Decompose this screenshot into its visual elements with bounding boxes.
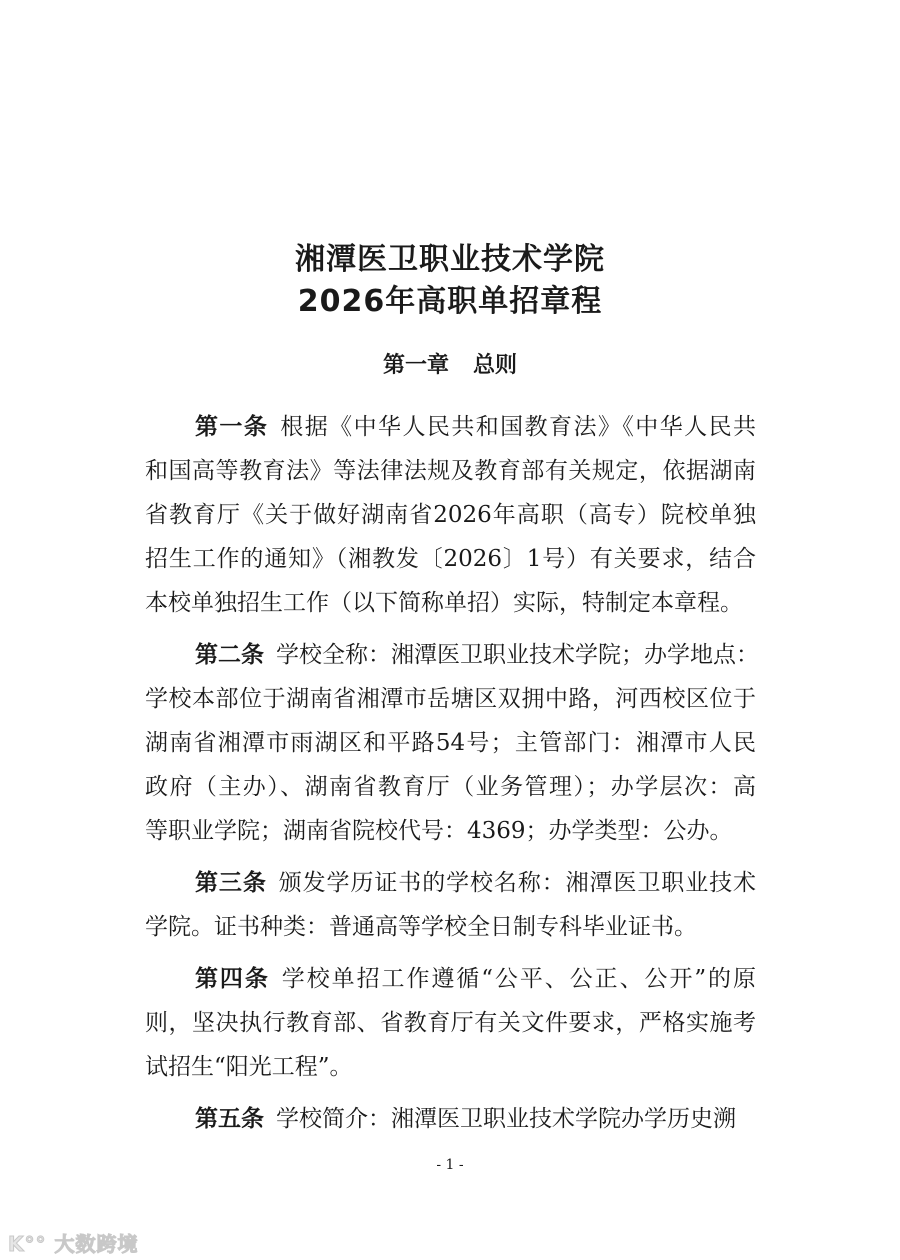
article-label: 第四条 [195, 966, 270, 992]
article-line [145, 677, 756, 721]
article-text: 和国高等教育法》等法律法规及教育部有关规定，依据湖南 [145, 458, 756, 484]
article-text: 省教育厅《关于做好湖南省2026年高职（高专）院校单独 [145, 502, 756, 528]
article-text: 学校全称：湘潭医卫职业技术学院；办学地点： [276, 642, 759, 668]
article-text: 学院。证书种类：普通高等学校全日制专科毕业证书。 [145, 914, 697, 940]
article-text: 学校简介：湘潭医卫职业技术学院办学历史溯 [276, 1106, 736, 1132]
document-title-line1: 湘潭医卫职业技术学院 [295, 242, 605, 277]
chapter-number: 第一章 [382, 353, 449, 378]
watermark-text: 大数跨境 [54, 1232, 139, 1256]
article-line [145, 537, 756, 581]
article-line [145, 957, 756, 1001]
article-text: 本校单独招生工作（以下简称单招）实际，特制定本章程。 [145, 590, 743, 616]
article-paragraph [145, 957, 756, 1089]
article-line [145, 581, 756, 625]
document-title-line2: 2026年高职单招章程 [297, 284, 603, 319]
article-paragraph [145, 861, 756, 949]
chapter-heading [0, 348, 900, 379]
article-text: 政府（主办）、湖南省教育厅（业务管理）；办学层次：高 [145, 774, 756, 800]
page-number: - 1 - [436, 1157, 464, 1173]
article-label: 第五条 [195, 1106, 264, 1132]
article-text: 学校本部位于湖南省湘潭市岳塘区双拥中路，河西校区位于 [145, 686, 756, 712]
watermark-logo: K°° 大数跨境 [8, 1232, 139, 1256]
article-line [145, 493, 756, 537]
article-line [145, 1045, 756, 1089]
article-text: 学校单招工作遵循“公平、公正、公开”的原 [281, 966, 756, 992]
article-text: 招生工作的通知》（湘教发〔2026〕1号）有关要求，结合 [145, 546, 756, 572]
article-text: 等职业学院；湖南省院校代号：4369；办学类型：公办。 [145, 818, 733, 844]
article-line [145, 861, 756, 905]
article-text: 颁发学历证书的学校名称：湘潭医卫职业技术 [278, 870, 757, 896]
article-label: 第一条 [195, 414, 269, 440]
article-label: 第三条 [195, 870, 267, 896]
article-line [145, 1097, 756, 1141]
article-label: 第二条 [195, 642, 264, 668]
document-body [145, 405, 759, 1149]
article-text: 根据《中华人民共和国教育法》《中华人民共 [280, 414, 757, 440]
article-line [145, 1001, 756, 1045]
article-line [145, 905, 756, 949]
article-line [145, 405, 756, 449]
article-text: 湖南省湘潭市雨湖区和平路54号；主管部门：湘潭市人民 [145, 730, 756, 756]
article-paragraph [145, 405, 756, 625]
article-text: 试招生“阳光工程”。 [145, 1054, 353, 1080]
article-line [145, 633, 759, 677]
article-paragraph [145, 633, 759, 853]
chapter-name: 总则 [473, 353, 518, 378]
article-line [145, 765, 756, 809]
article-line [145, 809, 756, 853]
article-paragraph [145, 1097, 756, 1141]
article-line [145, 721, 756, 765]
article-text: 则，坚决执行教育部、省教育厅有关文件要求，严格实施考 [145, 1010, 756, 1036]
article-line [145, 449, 756, 493]
